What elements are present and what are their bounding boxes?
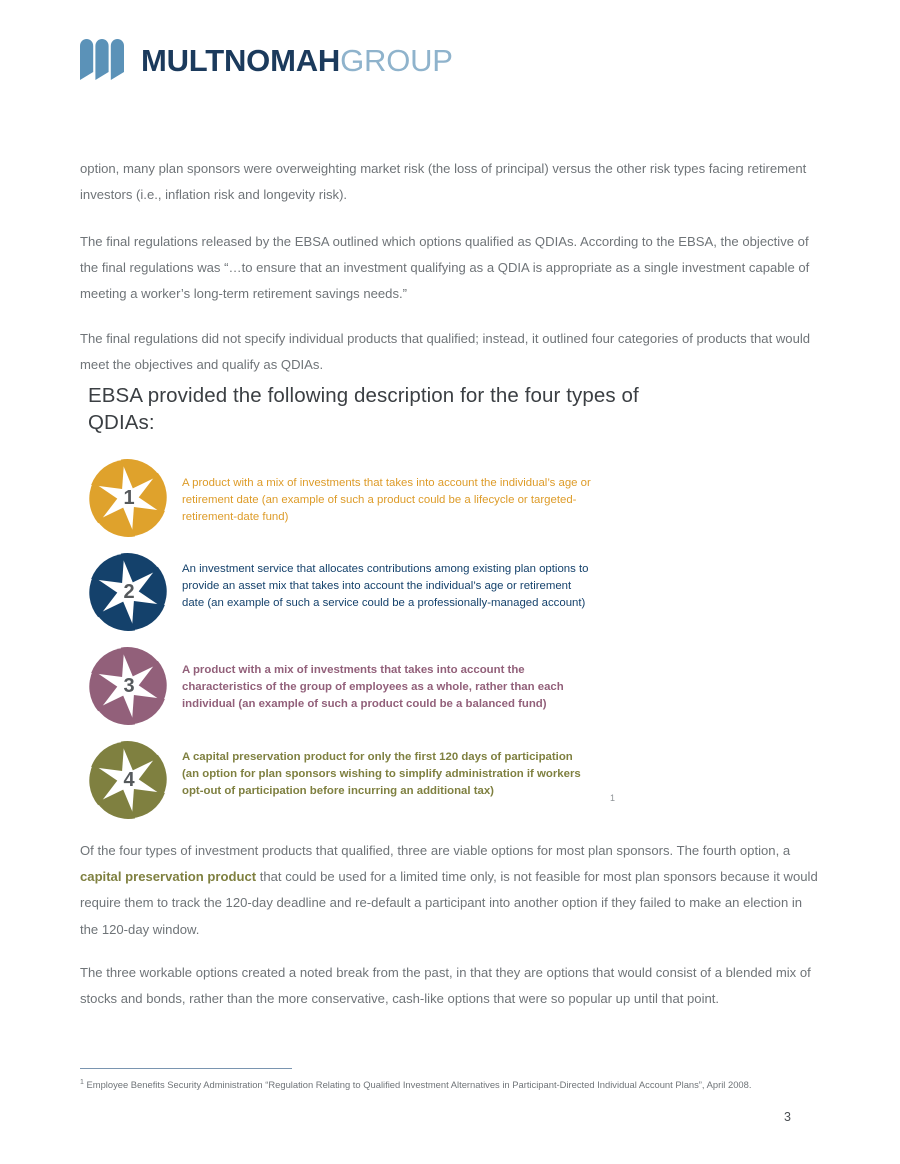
- paragraph-2: The final regulations released by the EBSA outlined which options qualified as QDIAs. According to the EBSA, the objective of the final regulations was “…to ensure that an investment qualifying as a QDIA is appropriate as a single investment capable of meeting a worker’s long-term retirement savings needs.”: [80, 234, 810, 302]
- paragraph-5: The three workable options created a noted break from the past, in that they are options that would consist of a blended mix of stocks and bonds, rather than the more conservative, cash-like options that were so popular up until that point.: [80, 965, 811, 1007]
- brand-name-secondary: GROUP: [340, 42, 453, 78]
- paragraph-4: [80, 838, 822, 943]
- qdia-infographic: [88, 382, 648, 834]
- page-number: 3: [784, 1110, 791, 1124]
- brand-name-primary: MULTNOMAH: [141, 42, 341, 78]
- aperture-icon-3: [88, 646, 168, 726]
- qdia-item-4: [88, 740, 648, 826]
- qdia-number-3: 3: [123, 675, 135, 698]
- footnote: [80, 1078, 840, 1092]
- qdia-text-3: A product with a mix of investments that takes into account the characteristics of the group of employees as a whole, rather than each individual (an example of such a product could be a balanced fund): [182, 664, 564, 710]
- footnote-number: 1: [80, 1079, 84, 1086]
- aperture-icon-4: [88, 740, 168, 820]
- multnomah-m-mark-icon: [78, 38, 124, 82]
- paragraph-3: The final regulations did not specify individual products that qualified; instead, it outlined four categories of products that would meet the objectives and qualify as QDIAs.: [80, 331, 811, 373]
- paragraph-4-part-1: Of the four types of investment products that qualified, three are viable options for most plan sponsors. The fourth option, a: [80, 843, 791, 858]
- infographic-heading: EBSA provided the following description for the four types of QDIAs:: [88, 384, 639, 435]
- paragraph-4-part-2: that could be used for a limited time only, is not feasible for most plan sponsors because it would require them to track the 120-day deadline and re-default a participant into another option if they failed to make an election in the 120-day window.: [80, 869, 818, 937]
- qdia-number-2: 2: [123, 581, 135, 604]
- aperture-icon-1: [88, 458, 168, 538]
- qdia-item-1: [88, 458, 648, 544]
- brand-header: [78, 38, 453, 82]
- footnote-divider: [80, 1068, 292, 1069]
- qdia-number-1: 1: [123, 487, 135, 510]
- qdia-list: [88, 458, 648, 826]
- qdia-text-2: An investment service that allocates contributions among existing plan options to provide an asset mix that takes into account the individual’s age or retirement date (an example of such a service could be a professionally-managed account): [182, 563, 589, 609]
- paragraph-1: option, many plan sponsors were overweighting market risk (the loss of principal) versus the other risk types facing retirement investors (i.e., inflation risk and longevity risk).: [80, 161, 807, 203]
- qdia-item-3: [88, 646, 648, 732]
- aperture-icon-2: [88, 552, 168, 632]
- footnote-reference-marker: 1: [610, 793, 616, 803]
- footnote-body: Employee Benefits Security Administration “Regulation Relating to Qualified Investment Alternatives in Participant-Directed Individual Account Plans”, April 2008.: [86, 1079, 752, 1091]
- qdia-text-1: A product with a mix of investments that takes into account the individual’s age or retirement date (an example of such a product could be a lifecycle or targeted-retirement-date fund): [182, 477, 591, 523]
- paragraph-4-highlight: capital preservation product: [80, 869, 257, 885]
- brand-wordmark: [141, 42, 453, 78]
- qdia-item-2: [88, 552, 648, 638]
- qdia-text-4: A capital preservation product for only the first 120 days of participation (an option for plan sponsors wishing to simplify administration if workers opt-out of participation before incurring an additional tax): [182, 751, 581, 797]
- qdia-number-4: 4: [123, 769, 135, 792]
